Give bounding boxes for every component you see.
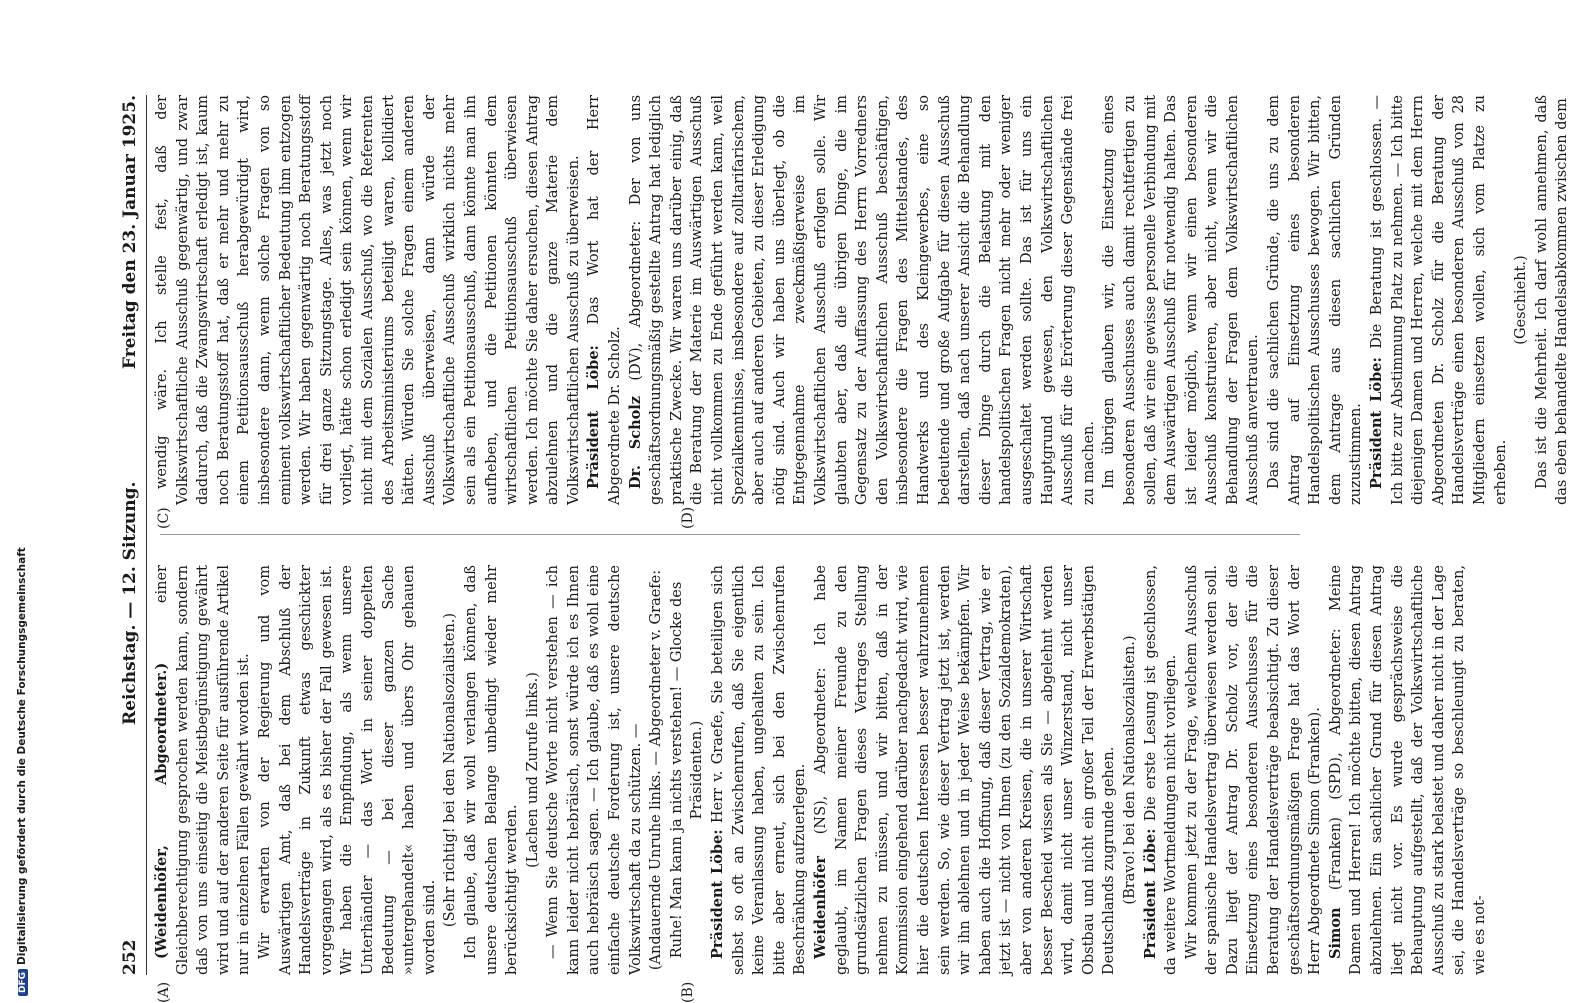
- header-title: Reichstag. — 12. Sitzung.: [120, 481, 140, 725]
- speaker-name: Dr. Scholz: [626, 395, 644, 489]
- paragraph-text: (DV), Abgeordneter: Der von uns geschäftsordnungsmäßig gestellte Antrag hat lediglich praktische Zwecke. Wir waren uns darüber einig, daß die Beratung der Materie im Auswärtigen Ausschuß nicht vollkommen zu Ende geführt werden kann, weil Spezialkenntnisse, insbesondere auf zolltarifarischem, aber auch auf anderen Gebieten, zu dieser Erledigung nötig sind. Auch wir haben uns überlegt, ob die Entgegennahme zweckmäßigerweise im Volkswirtschaftlichen Ausschuß erfolgen solle. Wir glaubten aber, daß die übrigen Dinge, die im Gegensatz zu der Auffassung des Herrn Vorredners den Volkswirtschaftlichen Ausschuß beschäftigen, insbesondere die Fragen des Mittelstandes, des Handwerks und des Kleingewerbes, eine so bedeutende und große Aufgabe für diesen Ausschuß darstellen, daß nach unserer Ansicht die Behandlung dieser Dinge durch die Belastung mit den handelspolitischen Fragen nicht mehr oder weniger ausgeschaltet werden sollte. Das ist für uns ein Hauptgrund gewesen, den Volkswirtschaftlichen Ausschuß für die Erörterung dieser Gegenstände frei zu machen.: [627, 94, 1097, 505]
- digitization-text: Digitalisierung gefördert durch die Deutsche Forschungsgemeinschaft: [16, 547, 28, 965]
- paragraph: (Geschieht.): [1513, 255, 1530, 345]
- paragraph: [152, 565, 255, 975]
- right-column: [152, 95, 1573, 505]
- paragraph-text: Herr v. Graefe, Sie beteiligen sich selbst so oft an Zwischenrufen, daß Sie eigentlich keine Veranlassung haben, ungehalten zu sein. Ich bitte aber erneut, sich bei den Zwischenrufen Beschränkung aufzuerlegen.: [710, 564, 809, 975]
- paragraph-text: (NS), Abgeordneter: Ich habe geglaubt, im Namen meiner Freunde zu den grundsätzlichen Fragen dieses Vertrages Stellung nehmen zu müssen, und wir bitten, daß in der Kommission eingehend darüber nachgedacht wird, wie hier die deutschen Interessen besser wahrzunehmen sein werden. So, wie dieser Vertrag jetzt ist, werden wir ihn ablehnen und in jeder Weise bekämpfen. Wir haben auch die Hoffnung, daß dieser Vertrag, wie er jetzt ist — nicht von Ihnen (zu den Sozialdemokraten), aber von anderen Kreisen, die in unserer Wirtschaft besser Bescheid wissen als Sie — abgelehnt werden wird, damit nicht unser Winzerstand, nicht unser Obstbau und nicht ein großer Teil der Erwerbstätigen Deutschlands zugrunde gehen.: [813, 564, 1118, 975]
- paragraph: [1264, 95, 1367, 505]
- paragraph-text: Im übrigen glauben wir, die Einsetzung eines besonderen Ausschusses auch damit rechtfertigen zu sollen, daß wir eine gewisse personelle Verbindung mit dem Auswärtigen Ausschuß für notwendig halten. Das ist leider möglich, wenn wir einen besonderen Ausschuß konstruieren, aber nicht, wenn wir die Behandlung der Fragen dem Volkswirtschaftlichen Ausschuß anvertrauen.: [1101, 95, 1262, 505]
- left-column: [152, 565, 1491, 975]
- paragraph: [708, 565, 811, 975]
- paragraph: [626, 95, 1100, 505]
- paragraph-text: Die erste Lesung ist geschlossen, da weitere Wortmeldungen nicht vorliegen.: [1142, 565, 1180, 975]
- page-content-rotated: [120, 94, 1571, 1003]
- paragraph-text: Wir kommen jetzt zu der Frage, welchem Ausschuß der spanische Handelsvertrag überwiesen werden soll. Dazu liegt der Antrag Dr. Scholz vor, der die Einsetzung eines besonderen Ausschusses für die Beratung der Handelsverträge beabsichtigt. Zu dieser geschäftsordnungsmäßigen Frage hat das Wort der Herr Abgeordnete Simon (Franken).: [1183, 565, 1324, 975]
- speaker-name: Weidenhöfer: [812, 855, 829, 959]
- paragraph-text: wendig wäre. Ich stelle fest, daß der Volkswirtschaftliche Ausschuß gegenwärtig, und zwar dadurch, daß die Zwangswirtschaft erledigt ist, kaum noch Beratungsstoff hat, daß er mehr und mehr zu einem Petitionsausschuß herabgewürdigt wird, insbesondere dann, wenn solche Fragen von so eminent volkswirtschaftlicher Bedeutung ihm entzogen werden. Wir haben gegenwärtig noch Beratungsstoff für drei ganze Sitzungstage. Alles, was jetzt noch vorliegt, hätte schon erledigt sein können, wenn wir nicht mit dem Sozialen Ausschuß, wo die Referenten des Arbeitsministeriums beteiligt waren, kollidiert hätten. Würden Sie solche Fragen einem anderen Ausschuß überweisen, dann würde der Volkswirtschaftliche Ausschuß wirklich nichts mehr sein als ein Petitionsausschuß, dann könnte man ihn aufheben, und die Petitionen könnten dem wirtschaftlichen Petitionsausschuß überwiesen werden. Ich möchte Sie daher ersuchen, diesen Antrag abzulehnen und die ganze Materie dem Volkswirtschaftlichen Ausschuß zu überweisen.: [154, 95, 582, 505]
- paragraph: [461, 565, 523, 975]
- paragraph: [1141, 565, 1182, 975]
- paragraph: [811, 565, 1120, 975]
- speaker-name: Präsident Löbe:: [709, 829, 727, 959]
- paragraph: [152, 95, 584, 505]
- speaker-name: Simon: [1326, 907, 1344, 959]
- paragraph: (Andauernde Unruhe links. — Abgeordneter v. Graefe: Ruhe! Man kann ja nichts verstehen! — Glocke des Präsidenten.): [648, 569, 706, 971]
- speaker-name: (Weidenhöfer, Abgeordneter.): [153, 662, 170, 959]
- paragraph-text: Das Wort hat der Herr Abgeordnete Dr. Scholz.: [586, 95, 624, 505]
- margin-mark-c: (C): [156, 507, 172, 529]
- dfg-logo: DFG: [18, 969, 28, 996]
- digitization-note: [16, 16, 32, 996]
- page-header: [120, 95, 148, 975]
- header-rule: [146, 95, 147, 975]
- paragraph: [255, 565, 440, 975]
- paragraph-text: einer Gleichberechtigung gesprochen werden kann, sondern daß von uns einseitig die Meistbegünstigung gewährt wird und auf der anderen Seite für ausführende Artikel nur in einzelnen Fällen gewährt worden ist.: [154, 565, 253, 975]
- paragraph: [543, 565, 646, 975]
- page-number: 252: [120, 939, 140, 975]
- column-separator: [160, 534, 1300, 535]
- margin-mark-b: (B): [680, 981, 696, 1003]
- speaker-name: Präsident Löbe:: [585, 345, 603, 489]
- header-date: Freitag den 23. Januar 1925.: [120, 95, 140, 370]
- paragraph-text: Wir erwarten von der Regierung und vom Auswärtigen Amt, daß bei dem Abschluß der Handelsverträge in Zukunft etwas geschickter vorgegangen wird, als es bisher der Fall gewesen ist. Wir haben die Empfindung, als wenn unsere Unterhändler — das Wort in seiner doppelten Bedeutung — bei dieser ganzen Sache »untergehandelt« haben und übers Ohr gehauen worden sind.: [256, 565, 438, 975]
- margin-mark-d: (D): [680, 506, 696, 529]
- paragraph: (Bravo! bei den Nationalsozialisten.): [1121, 635, 1138, 905]
- margin-mark-a: (A): [156, 981, 172, 1003]
- paragraph: [1099, 95, 1264, 505]
- paragraph-text: Das sind die sachlichen Gründe, die uns zu dem Antrag auf Einsetzung eines besonderen Handelspolitischen Ausschusses bewogen. Wir bitten, dem Antrage aus diesen sachlichen Gründen zuzustimmen.: [1266, 95, 1365, 505]
- paragraph: [1182, 565, 1326, 975]
- speaker-name: Präsident Löbe:: [1368, 357, 1386, 489]
- paragraph-text: (Franken) (SPD), Abgeordneter: Meine Damen und Herren! Ich möchte bitten, diesen Antrag abzulehnen. Ein sachlicher Grund für diesen Antrag liegt nicht vor. Es wurde gesprächsweise die Behauptung aufgestellt, daß der Volkswirtschaftliche Ausschuß zu stark belastet und daher nicht in der Lage sei, die Handelsverträge so beschleunigt zu beraten, wie es not-: [1327, 565, 1488, 975]
- speaker-name: Präsident Löbe:: [1141, 828, 1159, 959]
- paragraph-text: Ich glaube, daß wir wohl verlangen können, daß unsere deutschen Belange unbedingt wieder mehr berücksichtigt werden.: [462, 565, 521, 975]
- paragraph-text: Die Beratung ist geschlossen. — Ich bitte zur Abstimmung Platz zu nehmen. — Ich bitte diejenigen Damen und Herren, welche mit dem Herrn Abgeordneten Dr. Scholz für die Beratung der Handelsverträge einen besonderen Ausschuß von 28 Mitgliedern einsetzen wollen, sich vom Platze zu erheben.: [1369, 95, 1509, 505]
- paragraph: [1367, 95, 1511, 505]
- paragraph: [584, 95, 625, 505]
- paragraph: [1326, 565, 1491, 975]
- paragraph: (Sehr richtig! bei den Nationalsozialisten.): [442, 612, 459, 928]
- paragraph: [1532, 95, 1573, 505]
- paragraph-text: — Wenn Sie deutsche Worte nicht verstehen — ich kann leider nicht hebräisch, sonst würde ich es Ihnen auch hebräisch sagen. — Ich glaube, daß es wohl eine einfache deutsche Forderung ist, unsere deutsche Volkswirtschaft da zu schützen. —: [545, 565, 644, 975]
- paragraph-text: Das ist die Mehrheit. Ich darf wohl annehmen, daß das eben behandelte Handelsabkommen zwischen dem: [1533, 95, 1571, 505]
- paragraph: (Lachen und Zurufe links.): [524, 672, 541, 868]
